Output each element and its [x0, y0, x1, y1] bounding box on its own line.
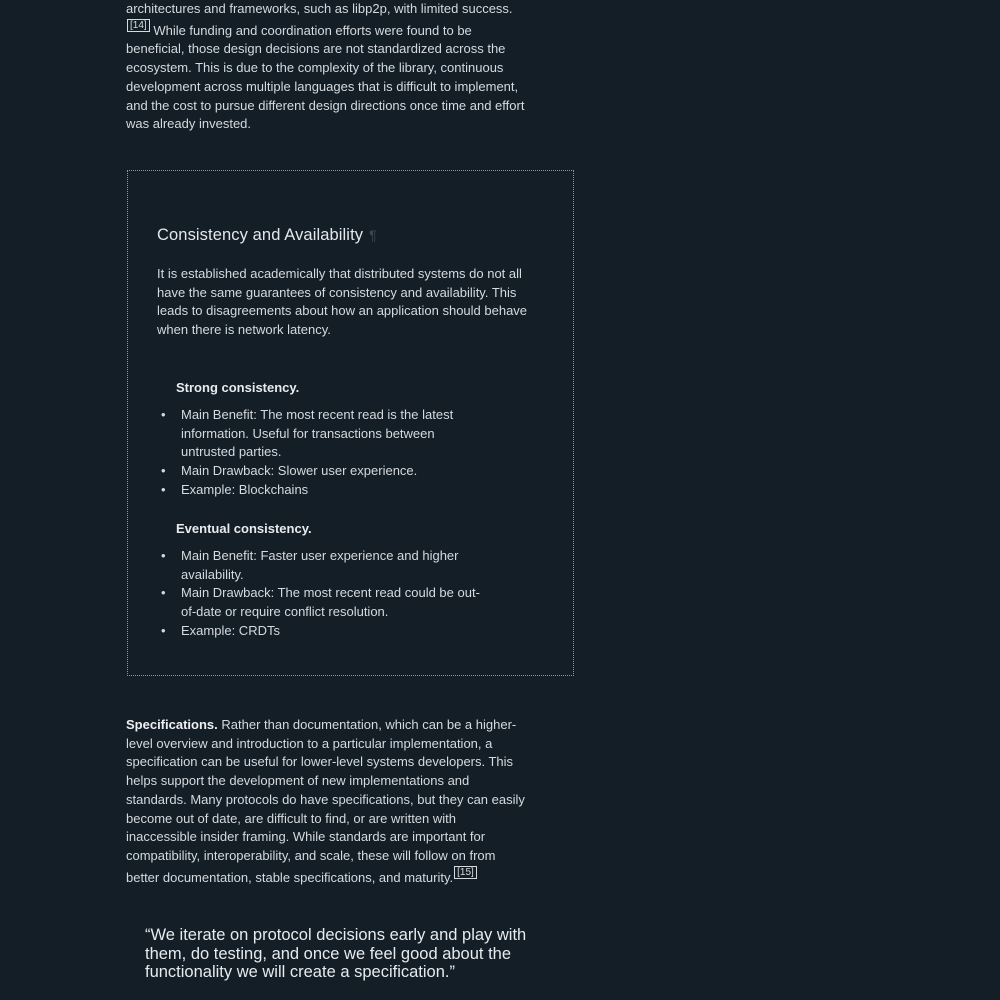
list-item: • Main Benefit: Faster user experience and higher availability. — [161, 547, 491, 584]
list-item: • Main Benefit: The most recent read is the latest information. Useful for transactions between untrusted parties. — [161, 406, 491, 462]
intro-rest: While funding and coordination efforts were found to be beneficial, those design decisions are not standardized across the ecosystem. This is due to the complexity of the library, continuous development across multiple languages that is difficult to implement, and the cost to pursue different design directions once time and effort was already invested. — [126, 22, 525, 132]
specifications-paragraph — [126, 716, 526, 887]
consistency-callout — [127, 170, 574, 676]
pull-quote: “We iterate on protocol decisions early and play with them, do testing, and once we feel good about the functionality we will create a specification.” — [145, 926, 527, 982]
specifications-text: Rather than documentation, which can be a higher-level overview and introduction to a particular implementation, a specification can be useful for lower-level systems developers. This helps support the development of new implementations and standards. Many protocols do have specifications, but they can easily become out of date, are difficult to find, or are written with inaccessible insider framing. While standards are important for compatibility, interoperability, and scale, these will follow on from better documentation, stable specifications, and maturity. — [126, 717, 525, 885]
callout-title-text: Consistency and Availability — [157, 226, 364, 244]
heading-anchor-icon[interactable]: ¶ — [369, 227, 377, 243]
intro-paragraph — [126, 0, 526, 134]
footnote-link-15[interactable]: [15] — [454, 866, 477, 879]
eventual-consistency-heading: Eventual consistency. — [176, 521, 312, 536]
callout-title — [157, 226, 377, 245]
callout-text: It is established academically that distributed systems do not all have the same guarantees of consistency and availability. This leads to disagreements about how an application should behave when there is network latency. — [157, 266, 528, 338]
strong-consistency-heading: Strong consistency. — [176, 380, 300, 395]
list-item: • Main Drawback: Slower user experience. — [161, 462, 491, 481]
list-item: • Main Drawback: The most recent read could be out-of-date or require conflict resolution. — [161, 584, 491, 621]
strong-consistency-list — [161, 406, 491, 500]
footnote-link-14[interactable]: [14] — [127, 19, 150, 32]
eventual-consistency-list — [161, 547, 491, 641]
list-item: • Example: Blockchains — [161, 481, 491, 500]
intro-line-1: architectures and frameworks, such as libp2p, with limited success. — [126, 1, 513, 16]
list-item: • Example: CRDTs — [161, 622, 491, 641]
specifications-lead: Specifications. — [126, 717, 218, 732]
